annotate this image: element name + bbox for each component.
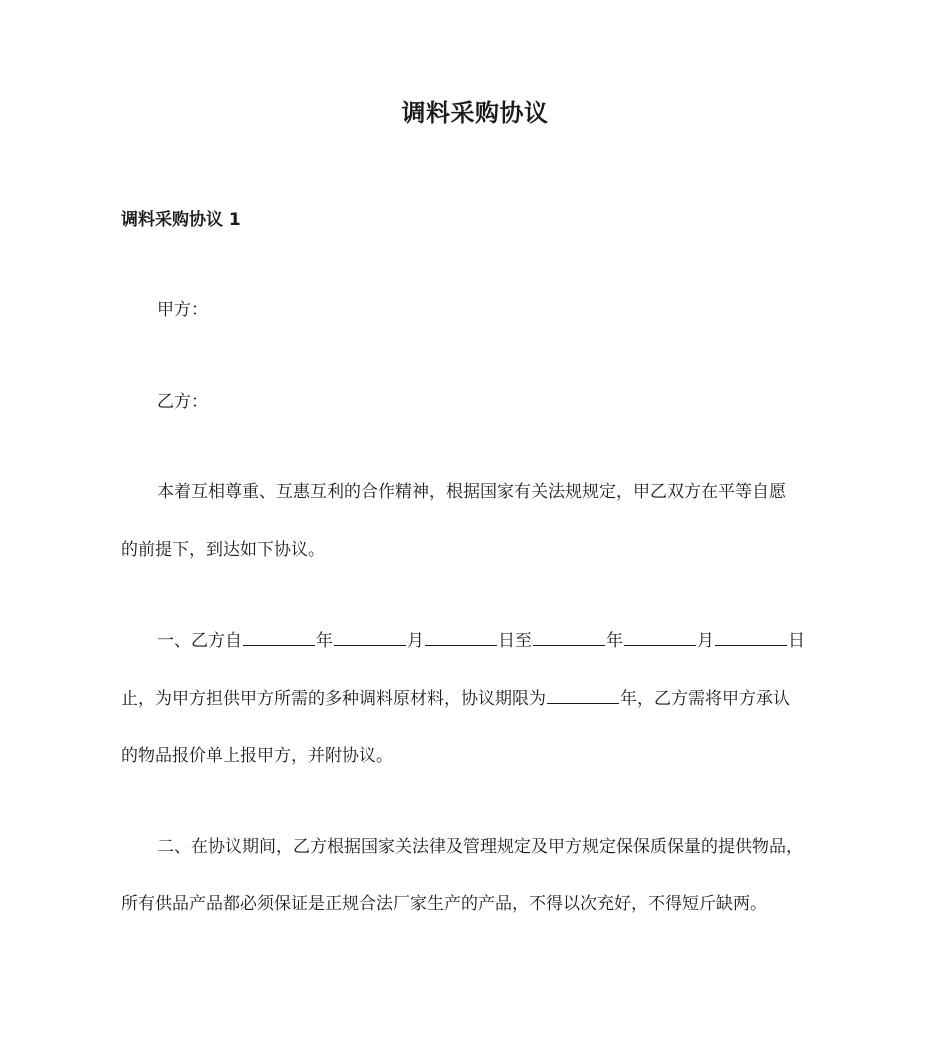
clause-1-text: 月: [697, 631, 714, 651]
clause-1-text: 日: [788, 631, 805, 651]
blank-line: [624, 627, 696, 646]
clause-1-text: 止，为甲方担供甲方所需的多种调料原材料，协议期限为: [121, 689, 546, 709]
document-title: 调料采购协议: [401, 99, 549, 127]
clause-1-text: 年: [606, 631, 623, 651]
clause-1-text: 月: [407, 631, 424, 651]
clause-1-text: 年，乙方需将甲方承认: [620, 689, 790, 709]
section-heading: 调料采购协议 1: [121, 210, 241, 230]
preamble-line-1: 本着互相尊重、互惠互利的合作精神，根据国家有关法规规定，甲乙双方在平等自愿: [157, 482, 786, 502]
blank-line: [715, 627, 787, 646]
clause-1-text: 年: [316, 631, 333, 651]
blank-line: [334, 627, 406, 646]
party-b-label: 乙方：: [157, 392, 208, 412]
clause-2-line-1: 二、在协议期间，乙方根据国家关法律及管理规定及甲方规定保保质保量的提供物品，: [157, 837, 803, 857]
party-a-label: 甲方：: [157, 300, 208, 320]
blank-line: [547, 685, 619, 704]
clause-1-text: 日至: [498, 631, 532, 651]
blank-line: [533, 627, 605, 646]
preamble-line-2: 的前提下，到达如下协议。: [121, 540, 325, 560]
clause-1-line-3: 的物品报价单上报甲方，并附协议。: [121, 746, 393, 766]
clause-1-line-2: [121, 685, 790, 713]
clause-1-line-1: [157, 627, 805, 655]
clause-2-line-2: 所有供品产品都必须保证是正规合法厂家生产的产品，不得以次充好，不得短斤缺两。: [121, 894, 767, 914]
blank-line: [425, 627, 497, 646]
clause-1-text: 一、乙方自: [157, 631, 242, 651]
blank-line: [243, 627, 315, 646]
